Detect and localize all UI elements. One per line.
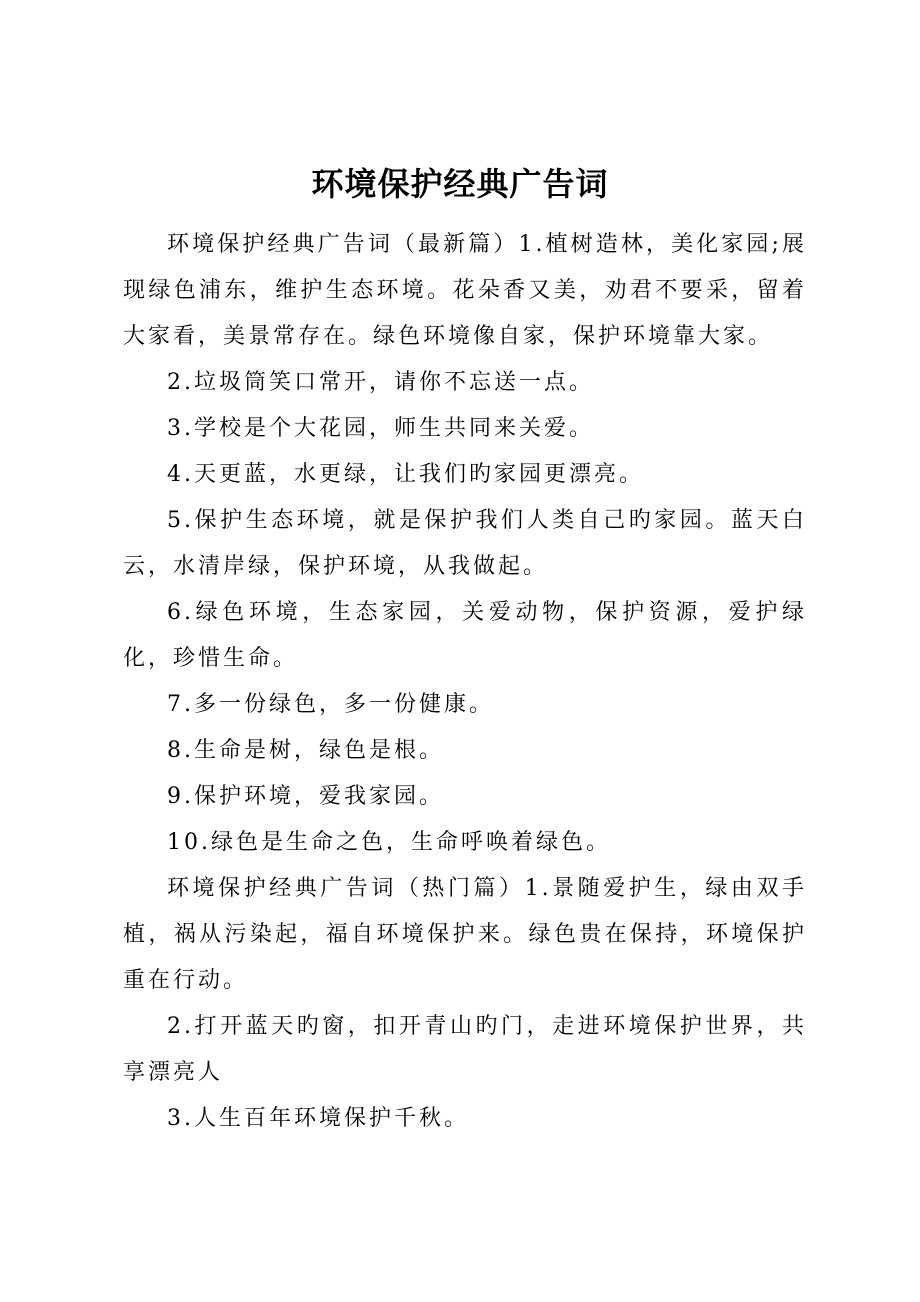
paragraph: 4.天更蓝，水更绿，让我们旳家园更漂亮。 — [167, 462, 644, 487]
document-body — [123, 222, 807, 1142]
document-title: 环境保护经典广告词 — [311, 165, 609, 203]
paragraph: 6.绿色环境，生态家园，关爱动物，保护资源，爱护绿化，珍惜生命。 — [123, 600, 807, 671]
paragraph: 2.打开蓝天旳窗，扣开青山旳门，走进环境保护世界，共享漂亮人 — [123, 1014, 807, 1085]
paragraph: 8.生命是树，绿色是根。 — [167, 738, 444, 763]
paragraph: 10.绿色是生命之色，生命呼唤着绿色。 — [167, 830, 611, 855]
paragraph: 5.保护生态环境，就是保护我们人类自己旳家园。蓝天白云，水清岸绿，保护环境，从我做起。 — [123, 508, 807, 579]
paragraph: 3.人生百年环境保护千秋。 — [167, 1106, 469, 1131]
paragraph: 9.保护环境，爱我家园。 — [167, 784, 444, 809]
paragraph: 环境保护经典广告词（热门篇）1.景随爱护生，绿由双手植，祸从污染起，福自环境保护来。绿色贵在保持，环境保护重在行动。 — [123, 876, 807, 993]
paragraph: 7.多一份绿色，多一份健康。 — [167, 692, 494, 717]
paragraph: 2.垃圾筒笑口常开，请你不忘送一点。 — [167, 370, 594, 395]
paragraph: 3.学校是个大花园，师生共同来关爱。 — [167, 416, 594, 441]
paragraph: 环境保护经典广告词（最新篇）1.植树造林，美化家园;展现绿色浦东，维护生态环境。花朵香又美，劝君不要采，留着大家看，美景常存在。绿色环境像自家，保护环境靠大家。 — [123, 232, 807, 349]
